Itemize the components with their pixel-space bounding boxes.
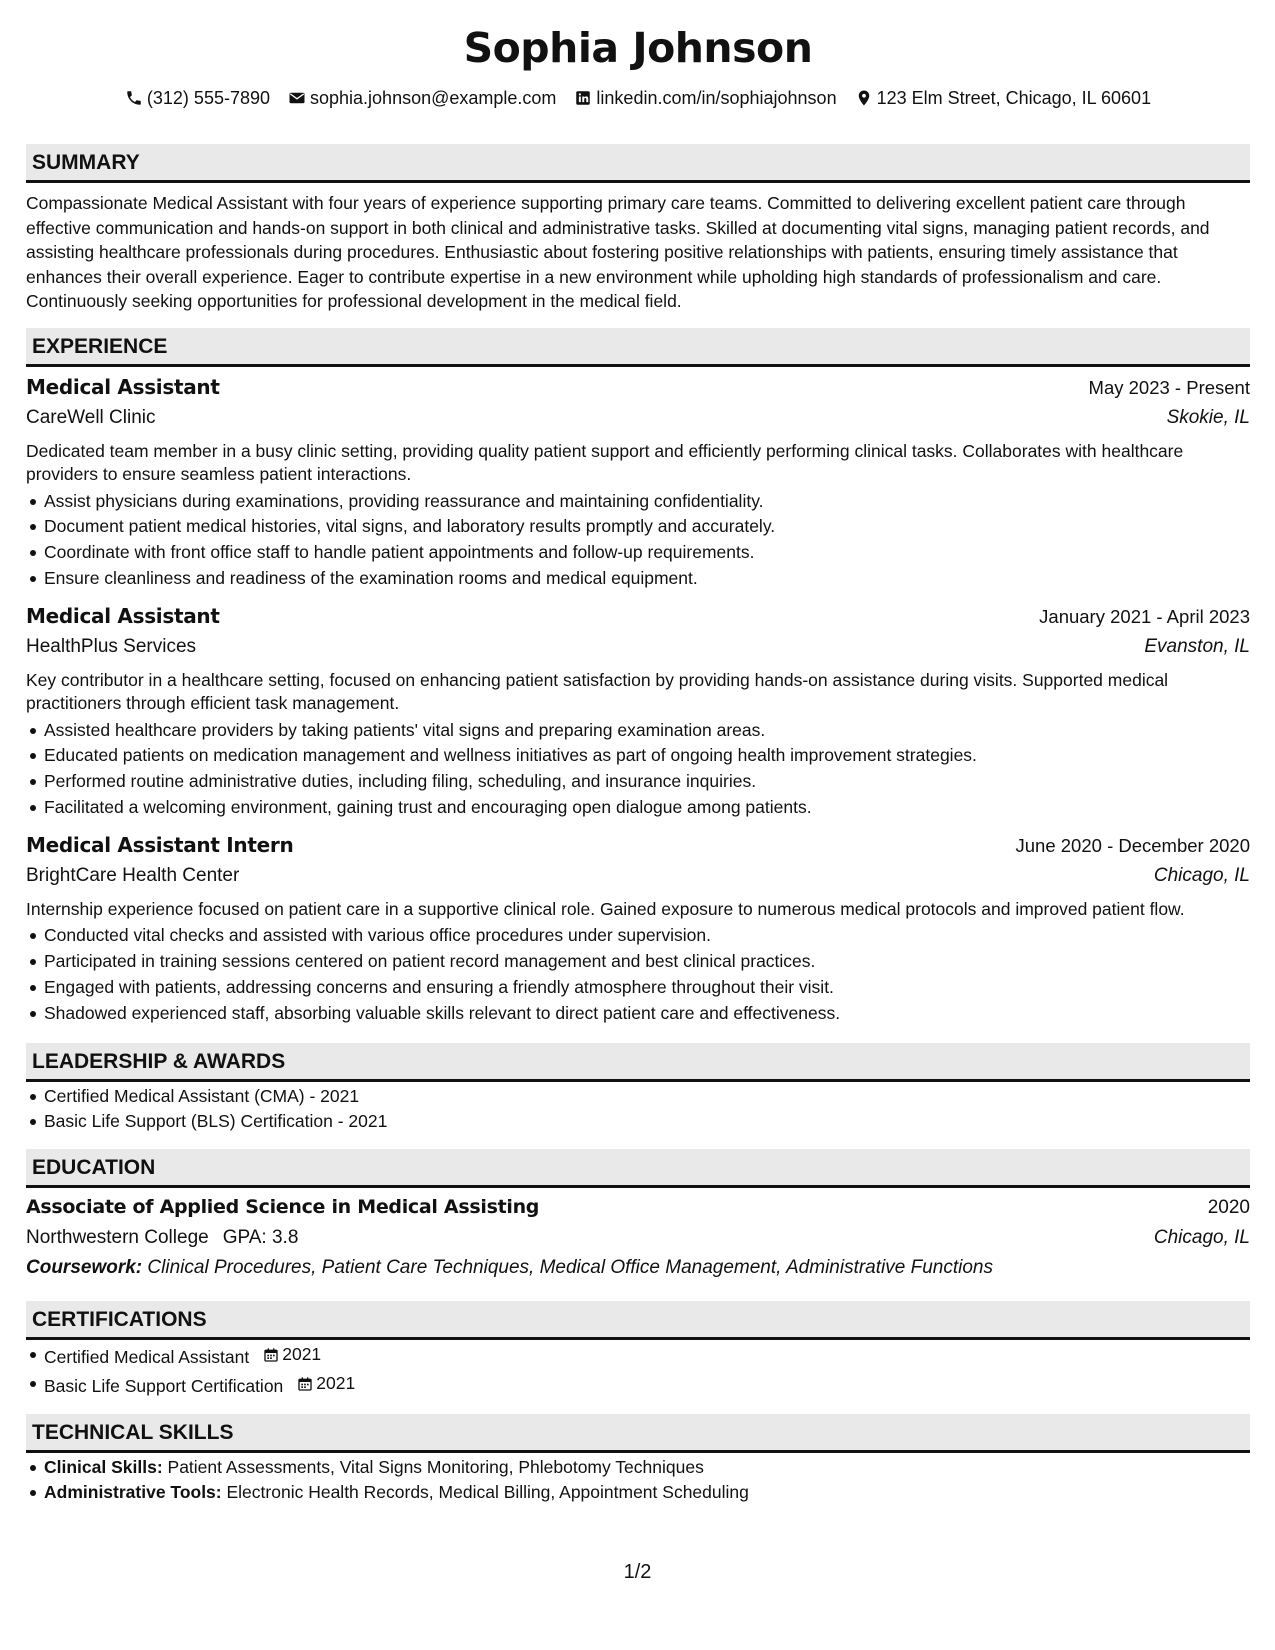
list-item: Educated patients on medication management and wellness initiatives as part of ongoing health improvement strategies.: [26, 743, 1250, 769]
section-header-experience: EXPERIENCE: [26, 328, 1250, 367]
job-entry: [26, 831, 1250, 1027]
contact-phone: [125, 87, 270, 109]
list-item: Ensure cleanliness and readiness of the examination rooms and medical equipment.: [26, 566, 1250, 592]
job-dates: January 2021 - April 2023: [1039, 605, 1250, 627]
address-text: 123 Elm Street, Chicago, IL 60601: [876, 88, 1152, 108]
calendar-icon: [263, 1347, 279, 1363]
list-item: [26, 1371, 1250, 1400]
job-location: Skokie, IL: [1166, 406, 1250, 428]
edu-school: Northwestern College: [26, 1227, 209, 1249]
job-title: Medical Assistant Intern: [26, 832, 294, 857]
certifications-list: [26, 1342, 1250, 1399]
job-description: Key contributor in a healthcare setting, focused on enhancing patient satisfaction by providing hands-on assistance during visits. Supported medical practitioners through efficient task management.: [26, 669, 1169, 714]
section-header-leadership: LEADERSHIP & AWARDS: [26, 1043, 1250, 1082]
page-number: 1/2: [623, 1561, 652, 1583]
contact-bar: [26, 87, 1250, 109]
job-bullets: [26, 489, 1250, 592]
envelope-icon: [288, 89, 306, 107]
contact-email[interactable]: [288, 87, 556, 109]
education-entry: [26, 1192, 1250, 1283]
job-dates: May 2023 - Present: [1088, 376, 1250, 398]
list-item: Certified Medical Assistant (CMA) - 2021: [26, 1084, 1250, 1110]
list-item: Basic Life Support (BLS) Certification - 2021: [26, 1109, 1250, 1135]
calendar-icon: [297, 1376, 313, 1392]
edu-gpa: GPA: 3.8: [222, 1227, 299, 1249]
job-title: Medical Assistant: [26, 603, 220, 628]
section-header-education: EDUCATION: [26, 1149, 1250, 1188]
list-item: Participated in training sessions centered on patient record management and best clinical practices.: [26, 949, 1250, 975]
job-company: CareWell Clinic: [26, 406, 156, 428]
list-item: Shadowed experienced staff, absorbing valuable skills relevant to direct patient care and effectiveness.: [26, 1001, 1250, 1027]
list-item: Assisted healthcare providers by taking patients' vital signs and preparing examination areas.: [26, 718, 1250, 744]
job-bullets: [26, 923, 1250, 1026]
cert-date: [263, 1342, 321, 1368]
contact-linkedin[interactable]: [574, 87, 836, 109]
phone-icon: [125, 89, 143, 107]
job-title: Medical Assistant: [26, 374, 220, 399]
edu-year: 2020: [1207, 1197, 1250, 1219]
candidate-name: Sophia Johnson: [463, 24, 813, 72]
list-item: [26, 1342, 1250, 1371]
list-item: Facilitated a welcoming environment, gaining trust and encouraging open dialogue among patients.: [26, 795, 1250, 821]
skill-label: Clinical Skills:: [44, 1456, 163, 1477]
leadership-list: [26, 1084, 1250, 1136]
section-header-technical-skills: TECHNICAL SKILLS: [26, 1414, 1250, 1453]
map-marker-icon: [855, 89, 873, 107]
job-location: Evanston, IL: [1144, 635, 1250, 657]
list-item: Performed routine administrative duties, including filing, scheduling, and insurance inquiries.: [26, 769, 1250, 795]
email-link[interactable]: sophia.johnson@example.com: [310, 88, 557, 108]
job-company: BrightCare Health Center: [26, 864, 240, 886]
job-entry: [26, 602, 1250, 821]
list-item: Conducted vital checks and assisted with various office procedures under supervision.: [26, 923, 1250, 949]
list-item: [26, 1480, 1250, 1506]
list-item: Coordinate with front office staff to handle patient appointments and follow-up requirements.: [26, 540, 1250, 566]
skills-list: [26, 1455, 1250, 1507]
contact-address: [855, 87, 1152, 109]
cert-name: Certified Medical Assistant: [44, 1347, 250, 1368]
coursework-text: Clinical Procedures, Patient Care Techniques, Medical Office Management, Administrative Functions: [147, 1257, 993, 1279]
cert-year: 2021: [282, 1344, 322, 1365]
resume-page: [26, 0, 1250, 1506]
edu-degree: Associate of Applied Science in Medical Assisting: [26, 1196, 540, 1219]
skill-value: Patient Assessments, Vital Signs Monitoring, Phlebotomy Techniques: [167, 1456, 704, 1477]
list-item: Document patient medical histories, vital signs, and laboratory results promptly and accurately.: [26, 514, 1250, 540]
skill-value: Electronic Health Records, Medical Billing, Appointment Scheduling: [226, 1482, 749, 1503]
cert-name: Basic Life Support Certification: [44, 1375, 284, 1396]
section-header-summary: SUMMARY: [26, 144, 1250, 183]
job-description: Internship experience focused on patient care in a supportive clinical role. Gained exposure to numerous medical protocols and improved patient flow.: [26, 898, 1185, 919]
cert-year: 2021: [316, 1372, 356, 1393]
job-description: Dedicated team member in a busy clinic setting, providing quality patient support and efficiently performing clinical tasks. Collaborates with healthcare providers to ensure seamless patient interactions.: [26, 440, 1184, 484]
list-item: Assist physicians during examinations, providing reassurance and maintaining confidentiality.: [26, 489, 1250, 515]
job-bullets: [26, 718, 1250, 821]
summary-text: Compassionate Medical Assistant with four years of experience supporting primary care teams. Committed to delivering excellent patient care through effective communication and hands-on support in both clinical and administrative tasks. Skilled at documenting vital signs, managing patient records, and assisting healthcare professionals during procedures. Enthusiastic about fostering positive relationships with patients, ensuring timely assistance that enhances their overall experience. Eager to contribute expertise in a new environment while upholding high standards of professionalism and care. Continuously seeking opportunities for professional development in the medical field.: [26, 193, 1210, 311]
list-item: [26, 1455, 1250, 1481]
job-entry: [26, 373, 1250, 592]
cert-date: [297, 1371, 355, 1397]
list-item: Engaged with patients, addressing concerns and ensuring a friendly atmosphere throughout their visit.: [26, 975, 1250, 1001]
edu-location: Chicago, IL: [1153, 1227, 1250, 1249]
skill-label: Administrative Tools:: [44, 1482, 222, 1503]
coursework-label: Coursework:: [26, 1257, 143, 1279]
section-header-certifications: CERTIFICATIONS: [26, 1301, 1250, 1340]
job-location: Chicago, IL: [1153, 864, 1250, 886]
linkedin-icon: [574, 89, 592, 107]
edu-coursework: [26, 1253, 1250, 1283]
job-company: HealthPlus Services: [26, 635, 197, 657]
job-dates: June 2020 - December 2020: [1015, 834, 1250, 856]
linkedin-link[interactable]: linkedin.com/in/sophiajohnson: [596, 88, 837, 108]
phone-text: (312) 555-7890: [146, 88, 270, 108]
